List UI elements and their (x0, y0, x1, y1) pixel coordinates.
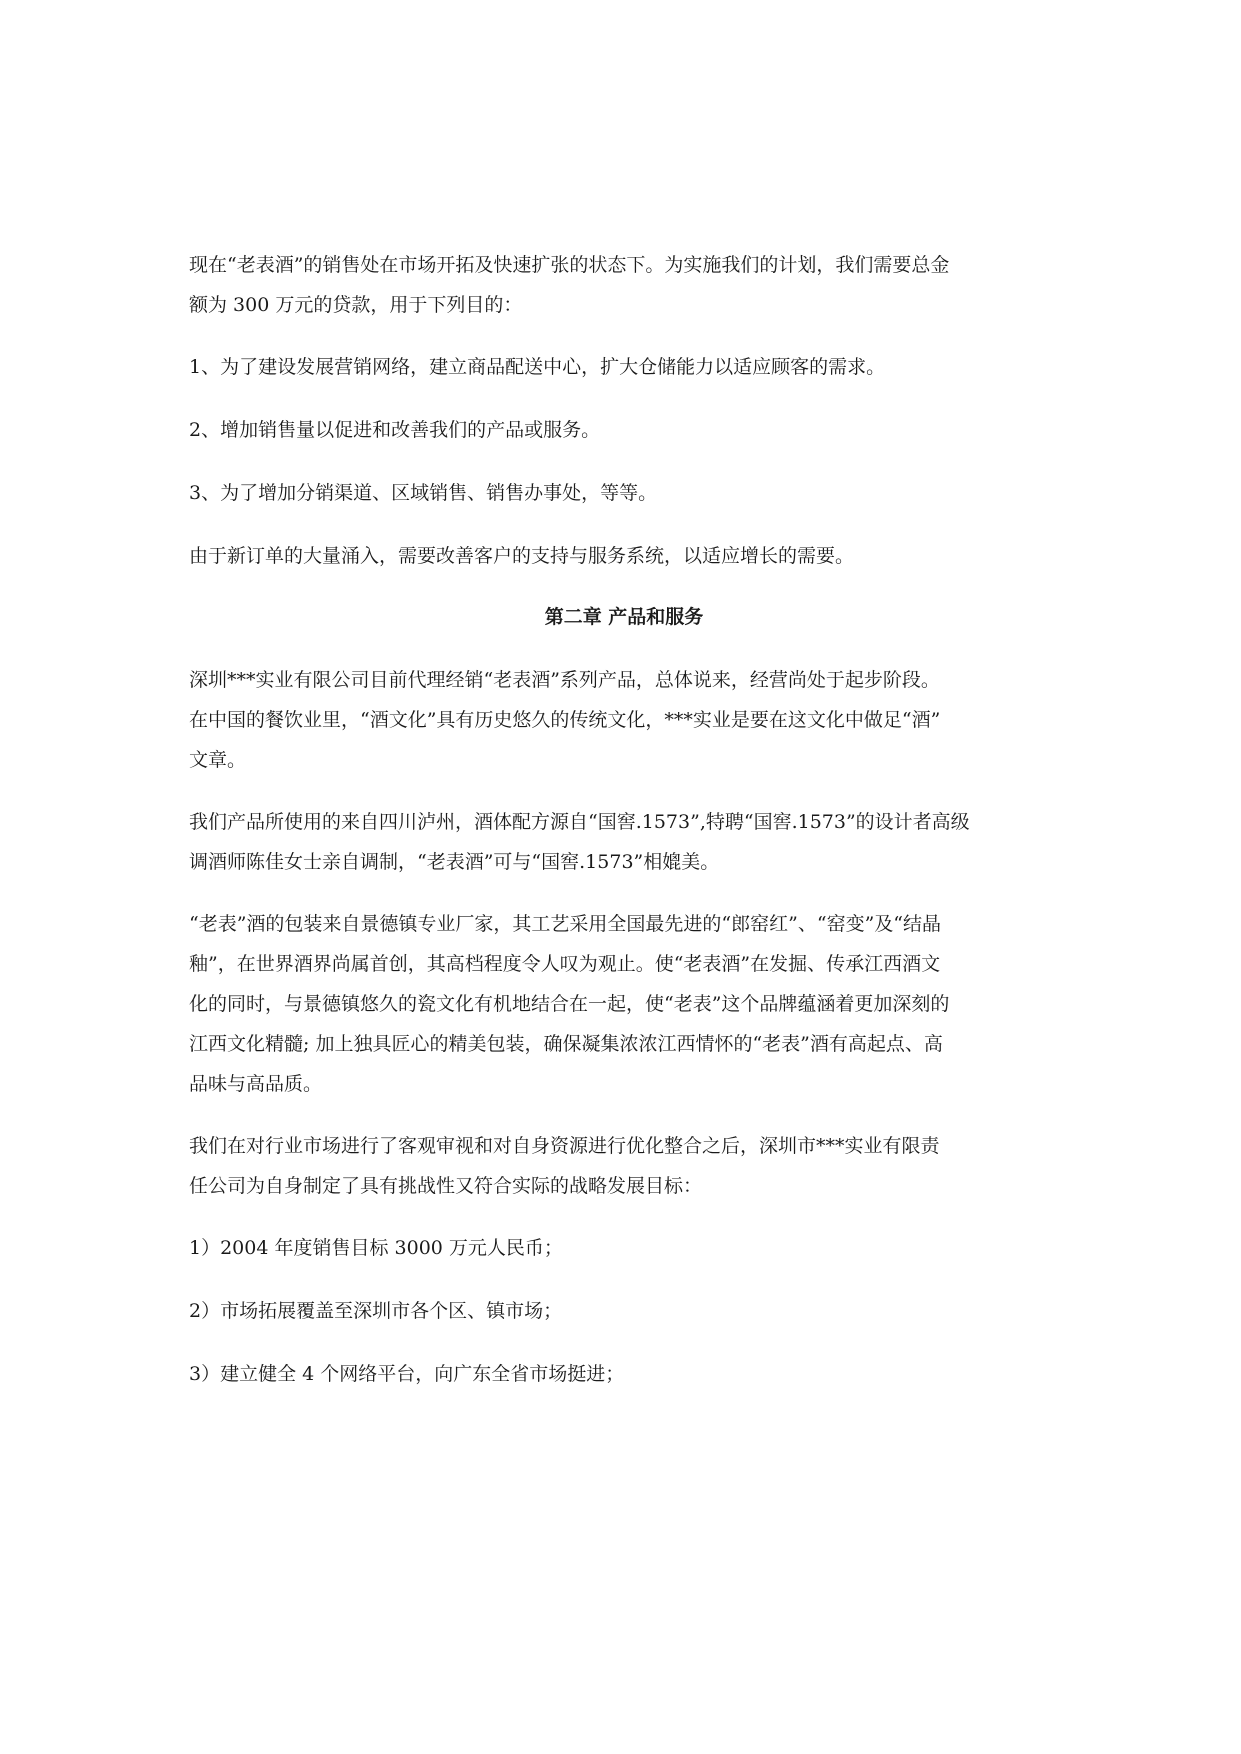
text-line: 文章。 (189, 749, 247, 771)
text-line: 我们产品所使用的来自四川泸州，酒体配方源自“国窖.1573”,特聘“国窖.1573”的设计者高级 (189, 811, 970, 833)
list-item-purpose-2: 2、增加销售量以促进和改善我们的产品或服务。 (189, 419, 601, 441)
paragraph-company-intro (189, 660, 1059, 780)
text-line: 品味与高品质。 (189, 1073, 323, 1095)
paragraph-packaging (189, 904, 1059, 1104)
chapter-title: 第二章 产品和服务 (544, 606, 704, 628)
text-line: 任公司为自身制定了具有挑战性又符合实际的战略发展目标： (189, 1175, 703, 1197)
text-line: 江西文化精髓; 加上独具匠心的精美包装，确保凝集浓浓江西情怀的“老表”酒有高起点、高 (189, 1033, 943, 1055)
text-line: 深圳***实业有限公司目前代理经销“老表酒”系列产品，总体说来，经营尚处于起步阶段。 (189, 669, 940, 691)
text-line: 在中国的餐饮业里，“酒文化”具有历史悠久的传统文化，***实业是要在这文化中做足“酒” (189, 709, 941, 731)
text-line: 化的同时，与景德镇悠久的瓷文化有机地结合在一起，使“老表”这个品牌蕴涵着更加深刻的 (189, 993, 950, 1015)
text-line: 现在“老表酒”的销售处在市场开拓及快速扩张的状态下。为实施我们的计划，我们需要总金 (189, 254, 950, 276)
text-line: 釉”，在世界酒界尚属首创，其高档程度令人叹为观止。使“老表酒”在发掘、传承江西酒文 (189, 953, 941, 975)
list-item-purpose-3: 3、为了增加分销渠道、区域销售、销售办事处，等等。 (189, 482, 658, 504)
list-item-purpose-1: 1、为了建设发展营销网络，建立商品配送中心，扩大仓储能力以适应顾客的需求。 (189, 356, 886, 378)
paragraph-loan-intro (189, 245, 1059, 325)
text-line: 额为 300 万元的贷款，用于下列目的： (189, 294, 523, 316)
list-item-goal-3: 3）建立健全 4 个网络平台，向广东全省市场挺进； (189, 1363, 625, 1385)
text-line: “老表”酒的包装来自景德镇专业厂家，其工艺采用全国最先进的“郎窑红”、“窑变”及“结晶 (189, 913, 941, 935)
text-line: 我们在对行业市场进行了客观审视和对自身资源进行优化整合之后，深圳市***实业有限责 (189, 1135, 940, 1157)
list-item-goal-1: 1）2004 年度销售目标 3000 万元人民币； (189, 1237, 563, 1259)
paragraph-product-origin (189, 802, 1059, 882)
text-line: 调酒师陈佳女士亲自调制，“老表酒”可与“国窖.1573”相媲美。 (189, 851, 720, 873)
paragraph-strategy (189, 1126, 1059, 1206)
paragraph-new-orders: 由于新订单的大量涌入，需要改善客户的支持与服务系统，以适应增长的需要。 (189, 545, 855, 567)
list-item-goal-2: 2）市场拓展覆盖至深圳市各个区、镇市场； (189, 1300, 563, 1322)
